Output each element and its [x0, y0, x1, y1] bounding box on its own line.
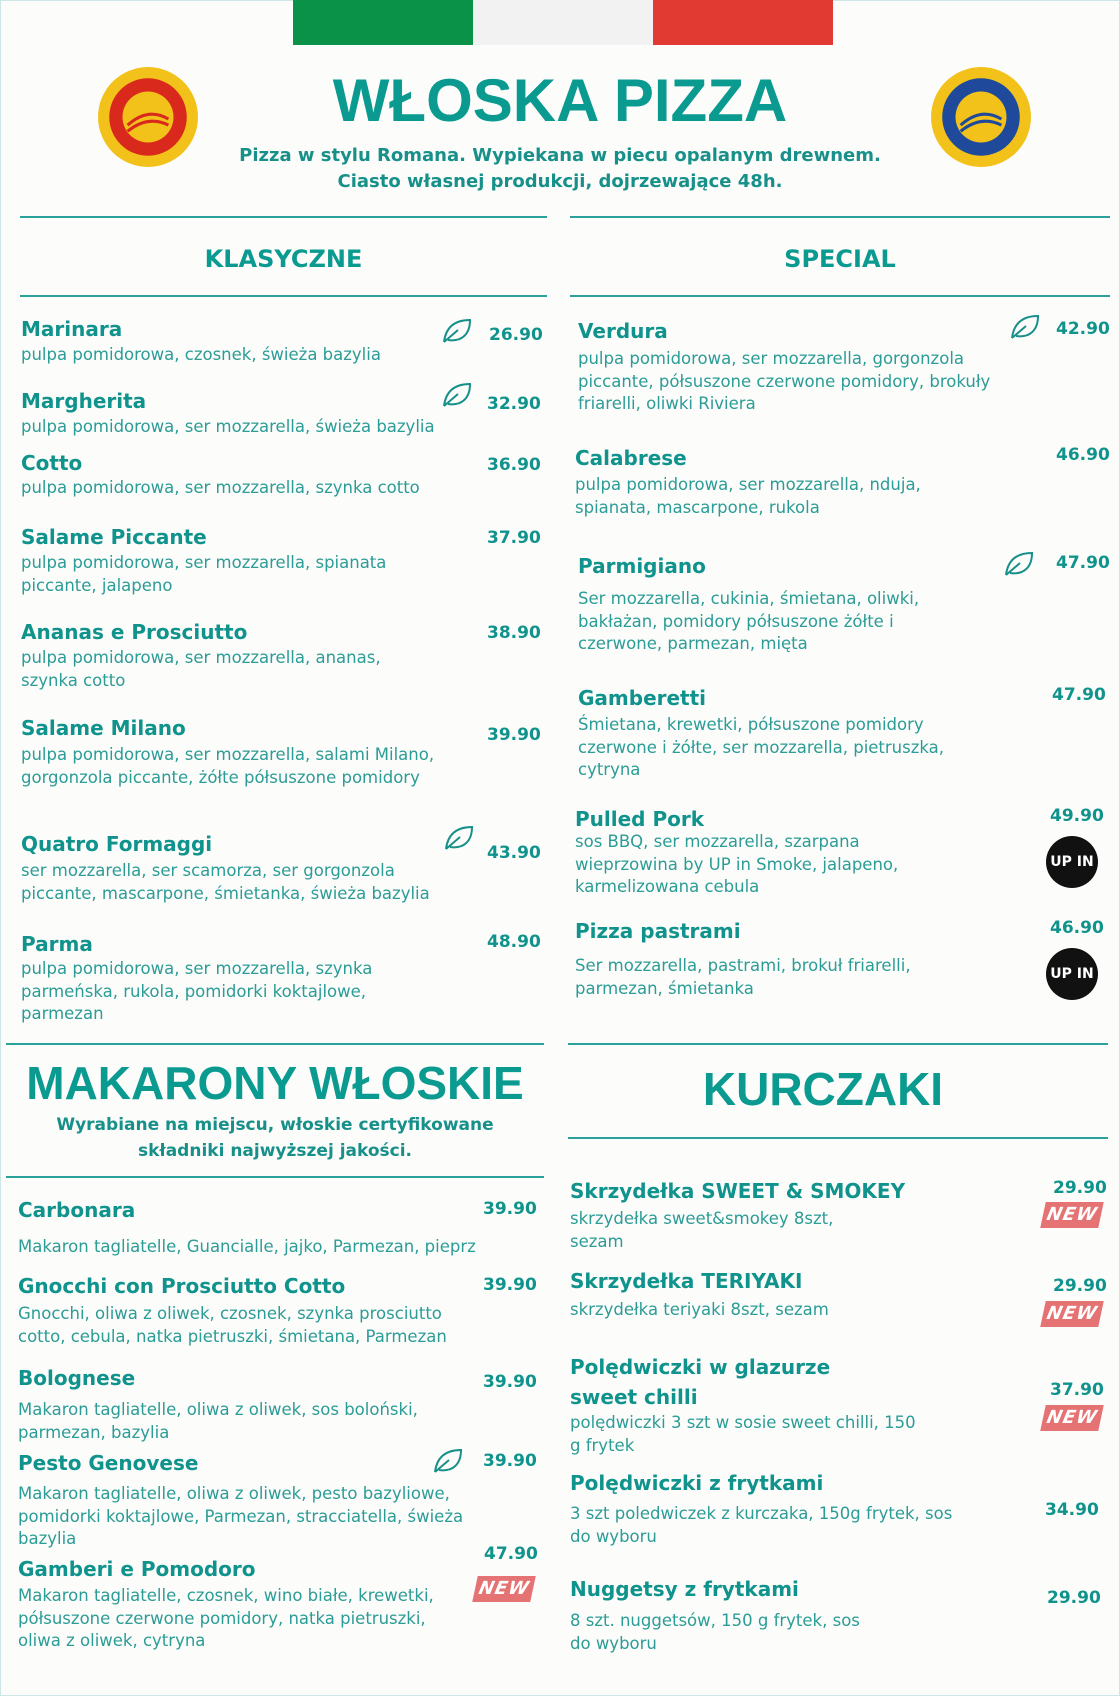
- page-title: WŁOSKA PIZZA: [332, 67, 788, 134]
- item-name: Cotto: [21, 451, 83, 475]
- item-name: Gamberetti: [578, 686, 707, 710]
- new-badge: NEW: [472, 1576, 536, 1602]
- item-name: Bolognese: [18, 1366, 136, 1390]
- item-price: 42.90: [1056, 319, 1110, 339]
- item-price: 26.90: [489, 325, 543, 345]
- divider: [570, 295, 1110, 297]
- item-description: Gnocchi, oliwa z oliwek, czosnek, szynka prosciutto cotto, cebula, natka pietruszki, śmietana, Parmezan: [18, 1304, 447, 1346]
- item-name: Salame Piccante: [21, 525, 207, 549]
- item-price: 43.90: [487, 843, 541, 863]
- item-price: 39.90: [483, 1372, 537, 1392]
- item-description: pulpa pomidorowa, czosnek, świeża bazylia: [21, 345, 381, 364]
- new-badge: NEW: [1040, 1202, 1104, 1228]
- item-name: Nuggetsy z frytkami: [570, 1577, 799, 1601]
- item-price: 32.90: [487, 394, 541, 414]
- item-price: 48.90: [487, 932, 541, 952]
- item-price: 49.90: [1050, 806, 1104, 826]
- item-price: 38.90: [487, 623, 541, 643]
- item-price: 36.90: [487, 455, 541, 475]
- item-price: 46.90: [1056, 445, 1110, 465]
- divider: [568, 1137, 1108, 1139]
- divider: [20, 216, 547, 218]
- item-price: 29.90: [1047, 1588, 1101, 1608]
- item-name: Carbonara: [18, 1198, 136, 1222]
- up-in-smoke-logo: UP IN: [1046, 836, 1098, 888]
- item-price: 37.90: [1050, 1380, 1104, 1400]
- item-price: 29.90: [1053, 1276, 1107, 1296]
- item-price: 39.90: [483, 1199, 537, 1219]
- item-name: Skrzydełka TERIYAKI: [570, 1269, 803, 1293]
- section-title-klasyczne: KLASYCZNE: [204, 245, 363, 273]
- item-description: ser mozzarella, ser scamorza, ser gorgonzola piccante, mascarpone, śmietanka, świeża bazylia: [21, 861, 430, 903]
- item-price: 47.90: [484, 1544, 538, 1564]
- item-description: 8 szt. nuggetsów, 150 g frytek, sos do wyboru: [570, 1611, 860, 1653]
- item-price: 47.90: [1052, 685, 1106, 705]
- item-description: Makaron tagliatelle, oliwa z oliwek, sos boloński, parmezan, bazylia: [18, 1400, 418, 1442]
- page-subtitle: Pizza w stylu Romana. Wypiekana w piecu opalanym drewnem. Ciasto własnej produkcji, dojrzewające 48h.: [239, 145, 881, 192]
- item-description: pulpa pomidorowa, ser mozzarella, salami Milano, gorgonzola piccante, żółte półsuszone pomidory: [21, 745, 435, 787]
- leaf-icon: [1002, 549, 1036, 579]
- divider: [570, 216, 1110, 218]
- divider: [6, 1043, 544, 1045]
- item-price: 39.90: [483, 1275, 537, 1295]
- item-description: Ser mozzarella, pastrami, brokuł friarelli, parmezan, śmietanka: [575, 956, 911, 998]
- item-price: 39.90: [483, 1451, 537, 1471]
- item-name: Margherita: [21, 389, 147, 413]
- item-name: Marinara: [21, 317, 123, 341]
- item-description: Śmietana, krewetki, półsuszone pomidory czerwone i żółte, ser mozzarella, pietruszka, cytryna: [578, 715, 945, 779]
- leaf-icon: [440, 316, 474, 346]
- italian-flag: [293, 0, 833, 45]
- item-price: 39.90: [487, 725, 541, 745]
- item-price: 29.90: [1053, 1178, 1107, 1198]
- item-price: 34.90: [1045, 1500, 1099, 1520]
- item-description: Makaron tagliatelle, czosnek, wino białe, krewetki, półsuszone czerwone pomidory, natka pietruszki, oliwa z oliwek, cytryna: [18, 1586, 434, 1650]
- item-description: polędwiczki 3 szt w sosie sweet chilli, 150 g frytek: [570, 1413, 916, 1455]
- leaf-icon: [431, 1446, 465, 1476]
- item-name: Quatro Formaggi: [21, 832, 213, 856]
- item-name: Polędwiczki w glazurze sweet chilli: [570, 1355, 831, 1409]
- item-name: Salame Milano: [21, 716, 186, 740]
- item-price: 46.90: [1050, 918, 1104, 938]
- section-subtitle: Wyrabiane na miejscu, włoskie certyfikowane składniki najwyższej jakości.: [56, 1115, 494, 1161]
- item-price: 37.90: [487, 528, 541, 548]
- divider: [20, 295, 547, 297]
- item-description: pulpa pomidorowa, ser mozzarella, szynka parmeńska, rukola, pomidorki koktajlowe, parmezan: [21, 959, 373, 1023]
- item-name: Verdura: [578, 319, 668, 343]
- item-description: Makaron tagliatelle, oliwa z oliwek, pesto bazyliowe, pomidorki koktajlowe, Parmezan, stracciatella, świeża bazylia: [18, 1484, 464, 1548]
- item-description: pulpa pomidorowa, ser mozzarella, spianata piccante, jalapeno: [21, 553, 387, 595]
- item-name: Pizza pastrami: [575, 919, 741, 943]
- item-description: Makaron tagliatelle, Guancialle, jajko, Parmezan, pieprz: [18, 1237, 476, 1256]
- leaf-icon: [440, 380, 474, 410]
- item-name: Pesto Genovese: [18, 1451, 199, 1475]
- item-name: Parma: [21, 932, 93, 956]
- item-name: Parmigiano: [578, 554, 706, 578]
- leaf-icon: [1008, 312, 1042, 342]
- item-description: sos BBQ, ser mozzarella, szarpana wieprzowina by UP in Smoke, jalapeno, karmelizowana cebula: [575, 832, 899, 896]
- up-in-smoke-logo: UP IN: [1046, 948, 1098, 1000]
- item-name: Skrzydełka SWEET & SMOKEY: [570, 1179, 906, 1203]
- section-title-kurczaki: KURCZAKI: [702, 1063, 944, 1115]
- item-name: Polędwiczki z frytkami: [570, 1471, 824, 1495]
- item-name: Gamberi e Pomodoro: [18, 1557, 256, 1581]
- item-description: pulpa pomidorowa, ser mozzarella, nduja, spianata, mascarpone, rukola: [575, 475, 921, 517]
- item-description: Ser mozzarella, cukinia, śmietana, oliwki, bakłażan, pomidory półsuszone żółte i czerwone, parmezan, mięta: [578, 589, 920, 653]
- divider: [568, 1043, 1108, 1045]
- item-description: 3 szt poledwiczek z kurczaka, 150g frytek, sos do wyboru: [570, 1504, 953, 1546]
- item-price: 47.90: [1056, 553, 1110, 573]
- item-name: Ananas e Prosciutto: [21, 620, 248, 644]
- item-description: skrzydełka sweet&smokey 8szt, sezam: [570, 1209, 834, 1251]
- leaf-icon: [442, 823, 476, 853]
- item-description: pulpa pomidorowa, ser mozzarella, świeża bazylia: [21, 417, 435, 436]
- item-description: skrzydełka teriyaki 8szt, sezam: [570, 1300, 829, 1319]
- new-badge: NEW: [1040, 1405, 1104, 1431]
- item-name: Calabrese: [575, 446, 687, 470]
- new-badge: NEW: [1040, 1301, 1104, 1327]
- item-description: pulpa pomidorowa, ser mozzarella, szynka cotto: [21, 478, 420, 497]
- section-title-makarony: MAKARONY WŁOSKIE: [26, 1057, 524, 1109]
- item-description: pulpa pomidorowa, ser mozzarella, ananas, szynka cotto: [21, 648, 381, 690]
- item-name: Gnocchi con Prosciutto Cotto: [18, 1274, 346, 1298]
- item-description: pulpa pomidorowa, ser mozzarella, gorgonzola piccante, półsuszone czerwone pomidory, brokuły friarelli, oliwki Riviera: [578, 349, 991, 413]
- divider: [6, 1176, 544, 1178]
- section-title-special: SPECIAL: [784, 245, 896, 273]
- item-name: Pulled Pork: [575, 807, 705, 831]
